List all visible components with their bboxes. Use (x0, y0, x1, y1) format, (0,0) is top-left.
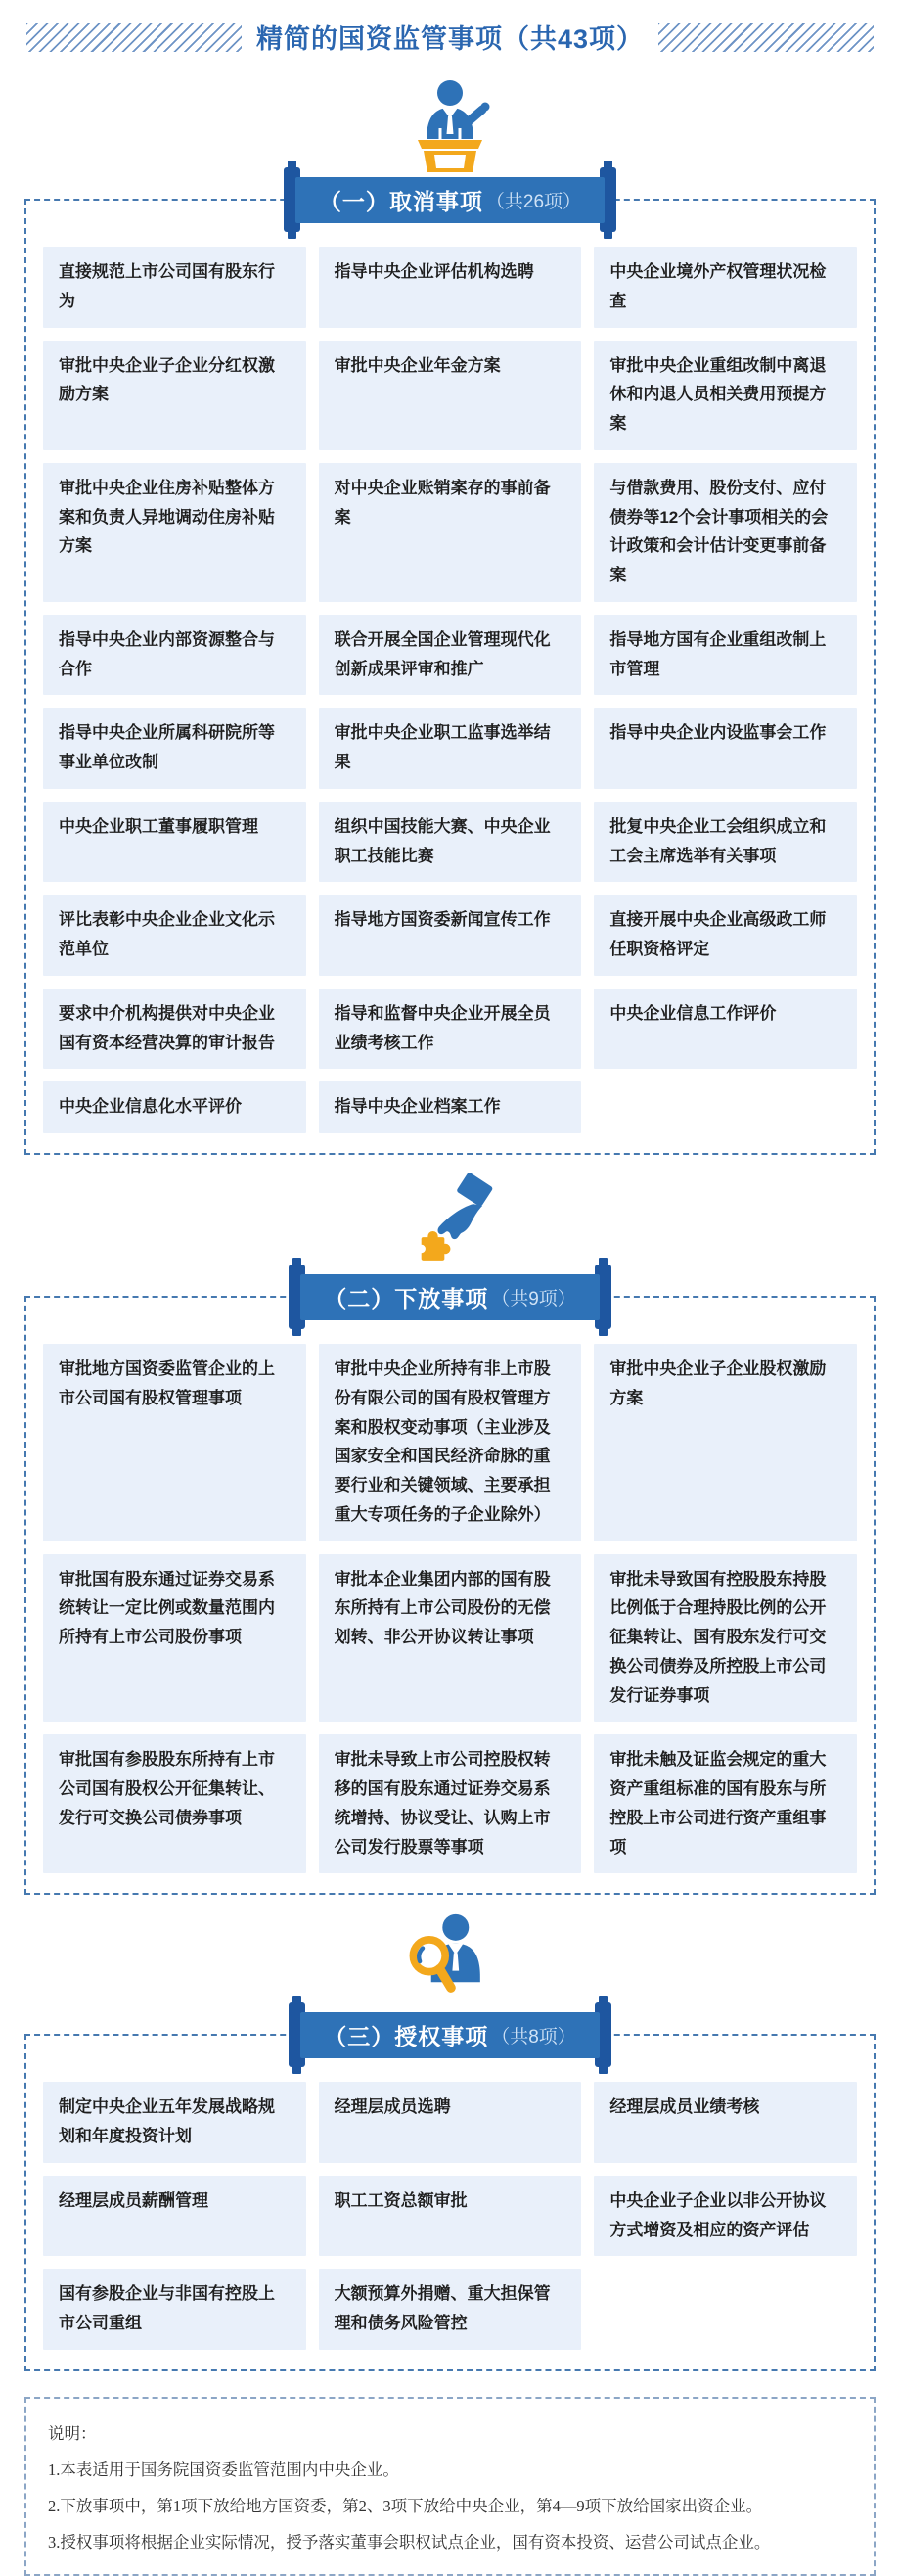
notes-box (24, 2397, 876, 2576)
section-box (24, 199, 876, 1155)
matter-item: 制定中央企业五年发展战略规划和年度投资计划 (43, 2082, 306, 2163)
matter-item: 审批国有股东通过证券交易系统转让一定比例或数量范围内所持有上市公司股份事项 (43, 1554, 306, 1723)
banner-title: （二）下放事项 (324, 1285, 489, 1311)
section-box (24, 1296, 876, 1895)
matter-item: 指导中央企业内部资源整合与合作 (43, 615, 306, 696)
matter-item: 审批未导致国有控股股东持股比例低于合理持股比例的公开征集转让、国有股东发行可交换公司债券及所控股上市公司发行证券事项 (594, 1554, 857, 1723)
section-box (24, 2034, 876, 2371)
matter-item: 审批国有参股股东所持有上市公司国有股权公开征集转让、发行可交换公司债券事项 (43, 1734, 306, 1873)
matter-item: 要求中介机构提供对中央企业国有资本经营决算的审计报告 (43, 989, 306, 1070)
matter-item: 审批中央企业年金方案 (319, 341, 582, 450)
matter-item: 审批地方国资委监管企业的上市公司国有股权管理事项 (43, 1344, 306, 1541)
section-delegated-matters (0, 1155, 900, 1895)
matter-item: 经理层成员业绩考核 (594, 2082, 857, 2163)
banner-count: （共9项） (491, 1288, 576, 1310)
matter-item: 经理层成员薪酬管理 (43, 2176, 306, 2257)
matter-item: 指导中央企业内设监事会工作 (594, 708, 857, 789)
section-cancelled-matters (0, 56, 900, 1155)
matter-item: 中央企业子企业以非公开协议方式增资及相应的资产评估 (594, 2176, 857, 2257)
note-line: 2.下放事项中，第1项下放给地方国资委，第2、3项下放给中央企业，第4—9项下放给国家出资企业。 (48, 2497, 763, 2516)
banner-title: （三）授权事项 (324, 2023, 489, 2049)
matter-item: 审批本企业集团内部的国有股东所持有上市公司股份的无偿划转、非公开协议转让事项 (319, 1554, 582, 1723)
matter-item: 组织中国技能大赛、中央企业职工技能比赛 (319, 802, 582, 883)
banner-count: （共8项） (491, 2026, 576, 2047)
matter-item: 职工工资总额审批 (319, 2176, 582, 2257)
hand-puzzle-icon (399, 1173, 501, 1274)
magnifier-person-icon (393, 1910, 507, 2014)
matter-item: 审批中央企业重组改制中离退休和内退人员相关费用预提方案 (594, 341, 857, 450)
items-grid (43, 2082, 857, 2350)
matter-item: 直接规范上市公司国有股东行为 (43, 247, 306, 328)
page-header (0, 0, 900, 56)
matter-item: 指导中央企业评估机构选聘 (319, 247, 582, 328)
section-banner (284, 167, 616, 232)
matter-item: 与借款费用、股份支付、应付债券等12个会计事项相关的会计政策和会计估计变更事前备案 (594, 463, 857, 602)
note-line: 3.授权事项将根据企业实际情况，授予落实董事会职权试点企业，国有资本投资、运营公司试点企业。 (48, 2533, 771, 2553)
matter-item: 中央企业信息工作评价 (594, 989, 857, 1070)
matter-item: 指导中央企业档案工作 (319, 1081, 582, 1133)
matter-item: 指导地方国有企业重组改制上市管理 (594, 615, 857, 696)
matter-item: 评比表彰中央企业企业文化示范单位 (43, 895, 306, 976)
items-grid (43, 1344, 857, 1873)
matter-item: 审批未导致上市公司控股权转移的国有股东通过证券交易系统增持、协议受让、认购上市公司发行股票等事项 (319, 1734, 582, 1873)
matter-item: 直接开展中央企业高级政工师任职资格评定 (594, 895, 857, 976)
matter-item: 指导中央企业所属科研院所等事业单位改制 (43, 708, 306, 789)
banner-title: （一）取消事项 (318, 188, 483, 214)
speaker-podium-icon (391, 77, 509, 175)
matter-item: 审批未触及证监会规定的重大资产重组标准的国有股东与所控股上市公司进行资产重组事项 (594, 1734, 857, 1873)
matter-item: 中央企业职工董事履职管理 (43, 802, 306, 883)
section-authorized-matters (0, 1895, 900, 2371)
banner-count: （共26项） (485, 191, 582, 212)
matter-item: 经理层成员选聘 (319, 2082, 582, 2163)
page-title: 精简的国资监管事项（共43项） (255, 24, 645, 54)
hatch-stripes-right (658, 23, 874, 52)
matter-item: 指导地方国资委新闻宣传工作 (319, 895, 582, 976)
notes-label: 说明： (48, 2423, 97, 2443)
matter-item: 审批中央企业子企业分红权激励方案 (43, 341, 306, 450)
items-grid (43, 247, 857, 1133)
matter-item: 指导和监督中央企业开展全员业绩考核工作 (319, 989, 582, 1070)
matter-item: 中央企业信息化水平评价 (43, 1081, 306, 1133)
matter-item: 审批中央企业所持有非上市股份有限公司的国有股权管理方案和股权变动事项（主业涉及国家安全和国民经济命脉的重要行业和关键领域、主要承担重大专项任务的子企业除外） (319, 1344, 582, 1541)
hatch-stripes-left (26, 23, 242, 52)
matter-item: 审批中央企业职工监事选举结果 (319, 708, 582, 789)
matter-item: 审批中央企业住房补贴整体方案和负责人异地调动住房补贴方案 (43, 463, 306, 602)
note-line: 1.本表适用于国务院国资委监管范围内中央企业。 (48, 2460, 399, 2479)
matter-item: 大额预算外捐赠、重大担保管理和债务风险管控 (319, 2269, 582, 2350)
matter-item: 中央企业境外产权管理状况检查 (594, 247, 857, 328)
matter-item: 对中央企业账销案存的事前备案 (319, 463, 582, 602)
matter-item: 国有参股企业与非国有控股上市公司重组 (43, 2269, 306, 2350)
matter-item: 审批中央企业子企业股权激励方案 (594, 1344, 857, 1541)
matter-item: 联合开展全国企业管理现代化创新成果评审和推广 (319, 615, 582, 696)
matter-item: 批复中央企业工会组织成立和工会主席选举有关事项 (594, 802, 857, 883)
